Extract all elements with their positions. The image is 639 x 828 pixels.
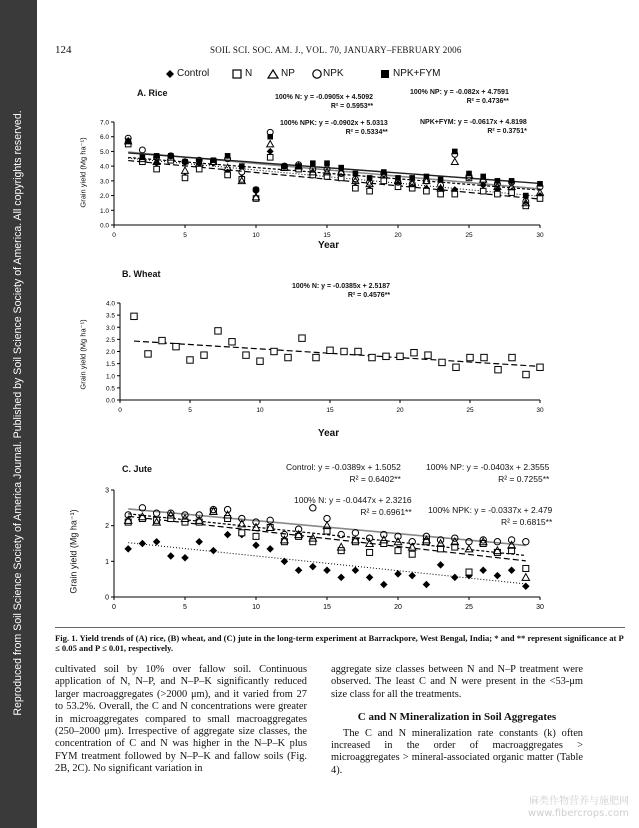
point-n [355, 348, 361, 354]
point-npk-fym [154, 153, 160, 159]
point-n [409, 551, 415, 557]
point-npk-fym [168, 153, 174, 159]
point-n [439, 359, 445, 365]
x-tick-label: 10 [252, 232, 260, 239]
jute-eq-control: Control: y = -0.0389x + 1.5052 R² = 0.6402** [286, 462, 401, 484]
point-n [480, 188, 486, 194]
page-number: 124 [55, 44, 72, 56]
site-watermark [528, 796, 629, 820]
point-n [338, 548, 344, 554]
point-n [285, 354, 291, 360]
point-control [181, 554, 189, 562]
point-npk-fym [239, 163, 245, 169]
point-control [224, 531, 232, 539]
point-n [313, 354, 319, 360]
y-tick-label: 6.0 [99, 134, 109, 142]
point-control [408, 572, 416, 580]
point-n [196, 166, 202, 172]
copyright-text: Reproduced from Soil Science Society of America Journal. Published by Soil Science Society of America. All copyrights reserved. [12, 110, 24, 716]
y-tick-label: 2.5 [105, 336, 115, 344]
point-control [323, 567, 331, 575]
trend-line-control [128, 158, 540, 196]
point-n [383, 353, 389, 359]
point-control [195, 538, 203, 546]
point-n [327, 347, 333, 353]
y-tick-label: 3 [105, 487, 109, 495]
y-tick-label: 1.0 [105, 373, 115, 381]
point-control [252, 542, 260, 550]
point-npk-fym [253, 187, 259, 193]
point-npk [494, 539, 500, 545]
point-npk [352, 530, 358, 536]
point-n [481, 354, 487, 360]
point-npk-fym [537, 181, 543, 187]
y-tick-label: 5.0 [99, 148, 109, 156]
y-tick-label: 4.0 [105, 300, 115, 308]
x-tick-label: 30 [536, 232, 544, 239]
point-n [215, 328, 221, 334]
legend-npk: NPK [323, 68, 344, 79]
y-tick-label: 1 [105, 558, 109, 566]
point-npk-fym [523, 193, 529, 199]
point-n [353, 185, 359, 191]
point-n [159, 337, 165, 343]
point-control [210, 547, 218, 555]
point-npk [523, 539, 529, 545]
point-n [131, 313, 137, 319]
wheat-xlabel: Year [318, 428, 340, 439]
point-n [225, 172, 231, 178]
jute-ylabel: Grain yield (Mg ha⁻¹) [68, 509, 79, 594]
x-tick-label: 15 [323, 604, 331, 611]
point-npk-fym [424, 174, 430, 180]
wheat-ylabel: Grain yield (Mg ha⁻¹) [78, 319, 88, 390]
body-left-column [55, 664, 307, 776]
rice-xlabel: Year [318, 240, 340, 251]
point-npk-fym [282, 163, 288, 169]
point-npk [139, 147, 145, 153]
x-tick-label: 10 [252, 604, 260, 611]
x-tick-label: 0 [112, 232, 116, 239]
point-control [124, 545, 132, 553]
rice-ylabel: Grain yield (Mg ha⁻¹) [78, 137, 88, 208]
x-tick-label: 30 [536, 604, 544, 611]
x-tick-label: 30 [536, 407, 544, 414]
point-control [266, 545, 274, 553]
point-np [267, 141, 274, 147]
point-npk-fym [480, 174, 486, 180]
caption-rule [55, 627, 625, 628]
body-right-column [331, 664, 583, 777]
rice-eq-fym: NPK+FYM: y = -0.0617x + 4.8198 R² = 0.3751* [420, 119, 527, 135]
point-npk-fym [395, 175, 401, 181]
point-control [267, 148, 274, 155]
body-right-paragraph-2: The C and N mineralization rate constants (k) often increased in the order of macroaggregates > microaggregates > mineral-associated organic matter (Table 4). [331, 727, 583, 776]
jute-title: C. Jute [122, 464, 153, 474]
point-npk-fym [211, 157, 217, 163]
y-tick-label: 0.0 [99, 222, 109, 230]
point-npk [338, 531, 344, 537]
point-n [495, 366, 501, 372]
point-n [173, 343, 179, 349]
trend-line-np [128, 157, 540, 190]
point-control [295, 567, 303, 575]
point-npk-fym [367, 175, 373, 181]
legend-np: NP [281, 68, 295, 79]
point-npk-fym [452, 149, 458, 155]
point-npk-fym [125, 138, 131, 144]
point-n [397, 353, 403, 359]
trend-line-n [128, 161, 540, 200]
point-n [467, 354, 473, 360]
point-npk-fym [381, 169, 387, 175]
rice-eq-npk: 100% NPK: y = -0.0902x + 5.0313 R² = 0.5334** [280, 120, 388, 136]
y-tick-label: 1.0 [99, 207, 109, 215]
point-npk-fym [466, 171, 472, 177]
point-npk [324, 515, 330, 521]
wheat-title: B. Wheat [122, 269, 161, 279]
point-n [466, 569, 472, 575]
point-n [225, 516, 231, 522]
point-n [299, 335, 305, 341]
x-tick-label: 20 [396, 407, 404, 414]
y-tick-label: 3.0 [99, 178, 109, 186]
y-tick-label: 0.0 [105, 397, 115, 405]
point-control [423, 581, 431, 589]
point-n [438, 191, 444, 197]
point-n [310, 539, 316, 545]
jute-eq-n: 100% N: y = -0.0447x + 2.3216 R² = 0.6961** [294, 495, 412, 517]
point-n [267, 155, 273, 161]
watermark-line-1: 麻类作物营养与施肥网 [529, 796, 629, 807]
x-tick-label: 20 [394, 232, 402, 239]
point-control [479, 567, 487, 575]
x-tick-label: 5 [183, 232, 187, 239]
x-tick-label: 25 [466, 407, 474, 414]
point-control [139, 540, 147, 548]
x-tick-label: 25 [465, 232, 473, 239]
point-n [154, 166, 160, 172]
y-tick-label: 3.5 [105, 312, 115, 320]
x-tick-label: 0 [118, 407, 122, 414]
point-npk-fym [438, 177, 444, 183]
x-tick-label: 0 [112, 604, 116, 611]
rice-plot [100, 120, 544, 240]
x-tick-label: 15 [326, 407, 334, 414]
point-n [537, 196, 543, 202]
point-control [380, 581, 388, 589]
point-control [494, 572, 502, 580]
jute-plot [105, 488, 544, 612]
point-np [522, 574, 530, 581]
point-n [495, 191, 501, 197]
point-n [411, 350, 417, 356]
point-n [523, 565, 529, 571]
wheat-eq-n: 100% N: y = -0.0385x + 2.5187 R² = 0.4576** [292, 283, 391, 299]
point-n [182, 175, 188, 181]
point-npk-fym [509, 178, 515, 184]
point-npk-fym [196, 159, 202, 165]
point-npk-fym [324, 160, 330, 166]
point-n [367, 188, 373, 194]
trend-line-n [134, 341, 540, 366]
point-n [381, 541, 387, 547]
point-control [437, 561, 445, 569]
y-tick-label: 7.0 [99, 119, 109, 127]
rice-title: A. Rice [137, 88, 168, 98]
point-npk-fym [338, 165, 344, 171]
point-np [394, 538, 402, 545]
point-n [239, 530, 245, 536]
point-np [182, 167, 189, 173]
point-n [229, 339, 235, 345]
point-npk-fym [409, 175, 415, 181]
trend-line-npk-fym [128, 153, 540, 183]
point-n [182, 519, 188, 525]
point-npk-fym [140, 155, 146, 161]
y-tick-label: 2 [105, 523, 109, 531]
y-tick-label: 0 [105, 594, 109, 602]
figure-caption: Fig. 1. Yield trends of (A) rice, (B) wheat, and (C) jute in the long-term experiment at Barrackpore, West Bengal, India; * and ** represent significance at P ≤ 0.05 and P ≤ 0.01, respectively. [55, 633, 624, 653]
point-control [337, 574, 345, 582]
legend-npk-fym: NPK+FYM [393, 68, 441, 79]
point-npk-fym [495, 178, 501, 184]
point-n [271, 348, 277, 354]
point-n [509, 190, 515, 196]
point-n [509, 354, 515, 360]
point-control [167, 552, 175, 560]
y-tick-label: 3.0 [105, 324, 115, 332]
point-n [425, 352, 431, 358]
legend-n: N [245, 68, 253, 79]
rice-eq-n: 100% N: y = -0.0905x + 4.5092 R² = 0.5953** [275, 94, 374, 110]
legend-control: Control [177, 68, 210, 79]
point-n [453, 364, 459, 370]
point-np [408, 543, 416, 550]
point-n [201, 352, 207, 358]
point-npk-fym [353, 171, 359, 177]
point-control [309, 563, 317, 571]
running-head: SOIL SCI. SOC. AM. J., VOL. 70, JANUARY–FEBRUARY 2006 [210, 45, 462, 55]
point-n [369, 354, 375, 360]
point-npk-fym [296, 163, 302, 169]
section-heading: C and N Mineralization in Soil Aggregates [357, 711, 557, 724]
point-n [341, 348, 347, 354]
point-n [424, 188, 430, 194]
jute-eq-npk: 100% NPK: y = -0.0337x + 2.479 R² = 0.6815** [428, 505, 553, 527]
point-npk-fym [310, 160, 316, 166]
point-control [352, 567, 360, 575]
point-n [381, 178, 387, 184]
point-npk [310, 505, 316, 511]
point-control [508, 567, 515, 575]
point-n [537, 364, 543, 370]
y-tick-label: 1.5 [105, 361, 115, 369]
point-n [367, 549, 373, 555]
x-tick-label: 15 [323, 232, 331, 239]
point-n [145, 351, 151, 357]
watermark-line-2: www.fibercrops.com [527, 808, 629, 819]
point-control [522, 583, 530, 591]
jute-eq-np: 100% NP: y = -0.0403x + 2.3555 R² = 0.7255** [426, 462, 550, 484]
y-tick-label: 0.5 [105, 385, 115, 393]
point-np [238, 520, 246, 527]
point-n [253, 533, 259, 539]
point-n [187, 357, 193, 363]
wheat-plot [106, 301, 544, 415]
point-npk [239, 169, 245, 175]
point-control [451, 574, 459, 582]
x-tick-label: 5 [188, 407, 192, 414]
x-tick-label: 10 [256, 407, 264, 414]
point-np [451, 158, 458, 164]
x-tick-label: 25 [465, 604, 473, 611]
x-tick-label: 5 [183, 604, 187, 611]
point-np [465, 545, 473, 552]
point-n [243, 352, 249, 358]
x-tick-label: 20 [394, 604, 402, 611]
point-n [523, 371, 529, 377]
point-npk-fym [182, 159, 188, 165]
point-n [395, 548, 401, 554]
point-npk-fym [267, 134, 273, 140]
point-npk-fym [225, 153, 231, 159]
body-left-paragraph: cultivated soil by 10% over fallow soil. Continuous application of N, N–P, and N–P–K significantly reduced larger macroaggregates (>2000 μm), and it varied from 27 to 53.2%. Overall, the C and N concentrations were greater in microaggregates compared to small macroaggregates (250–2000 μm). Irrespective of aggregate size classes, the concentration of C and N was higher in the N–P–K plus FYM treatment followed by N–P–K and fallow soils (Fig. 2B, 2C). No significant variation in [55, 664, 307, 775]
trend-line-control [128, 543, 526, 584]
point-control [153, 538, 161, 546]
y-tick-label: 4.0 [99, 163, 109, 171]
y-tick-label: 2.0 [99, 193, 109, 201]
body-right-paragraph-1: aggregate size classes between N and N–P treatment were observed. The least C and N were present in the <53-μm size class for all the treatments. [331, 664, 583, 700]
rice-eq-np: 100% NP: y = -0.082x + 4.7591 R² = 0.4736** [410, 89, 509, 105]
point-control [366, 574, 374, 582]
point-n [452, 191, 458, 197]
point-n [257, 358, 263, 364]
y-tick-label: 2.0 [105, 349, 115, 356]
